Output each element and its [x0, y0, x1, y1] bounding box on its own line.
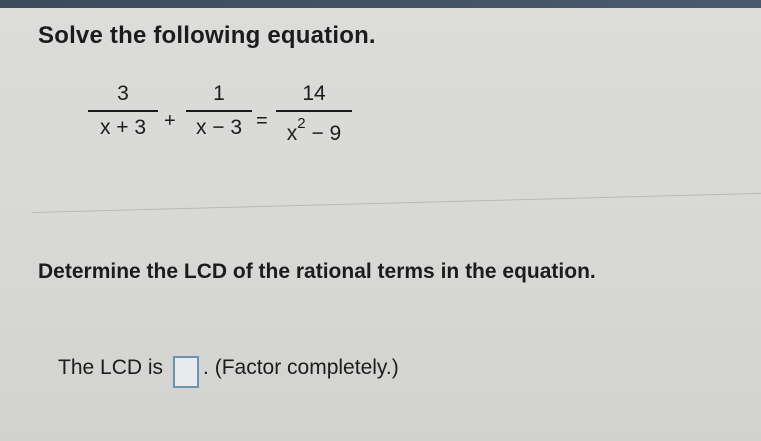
- lcd-prompt: Determine the LCD of the rational terms in the equation.: [38, 260, 596, 283]
- equation: [88, 80, 388, 170]
- fraction-term3: [276, 80, 352, 145]
- answer-line: [58, 352, 399, 384]
- plus-operator: +: [164, 110, 176, 132]
- term1-denominator: x + 3: [99, 116, 147, 139]
- term3-denominator-exponent: 2: [297, 115, 306, 132]
- term2-denominator: x − 3: [195, 116, 243, 139]
- term3-denominator: [276, 114, 352, 145]
- term3-denominator-base: x: [286, 122, 298, 145]
- term3-numerator: 14: [302, 82, 326, 105]
- term2-numerator: 1: [213, 82, 225, 105]
- answer-prefix: The LCD is: [58, 356, 164, 379]
- fraction-bar: [88, 110, 158, 112]
- fraction-term1: [88, 80, 158, 142]
- equals-operator: =: [256, 110, 268, 132]
- section-divider: [32, 193, 761, 213]
- fraction-bar: [276, 110, 352, 112]
- answer-suffix: . (Factor completely.): [203, 356, 399, 379]
- fraction-term2: [186, 80, 252, 142]
- lcd-answer-input[interactable]: [173, 356, 199, 388]
- term3-denominator-rest: − 9: [305, 122, 342, 145]
- term1-numerator: 3: [117, 82, 129, 105]
- question-title: Solve the following equation.: [38, 22, 376, 49]
- fraction-bar: [186, 110, 252, 112]
- top-bar: [0, 0, 761, 8]
